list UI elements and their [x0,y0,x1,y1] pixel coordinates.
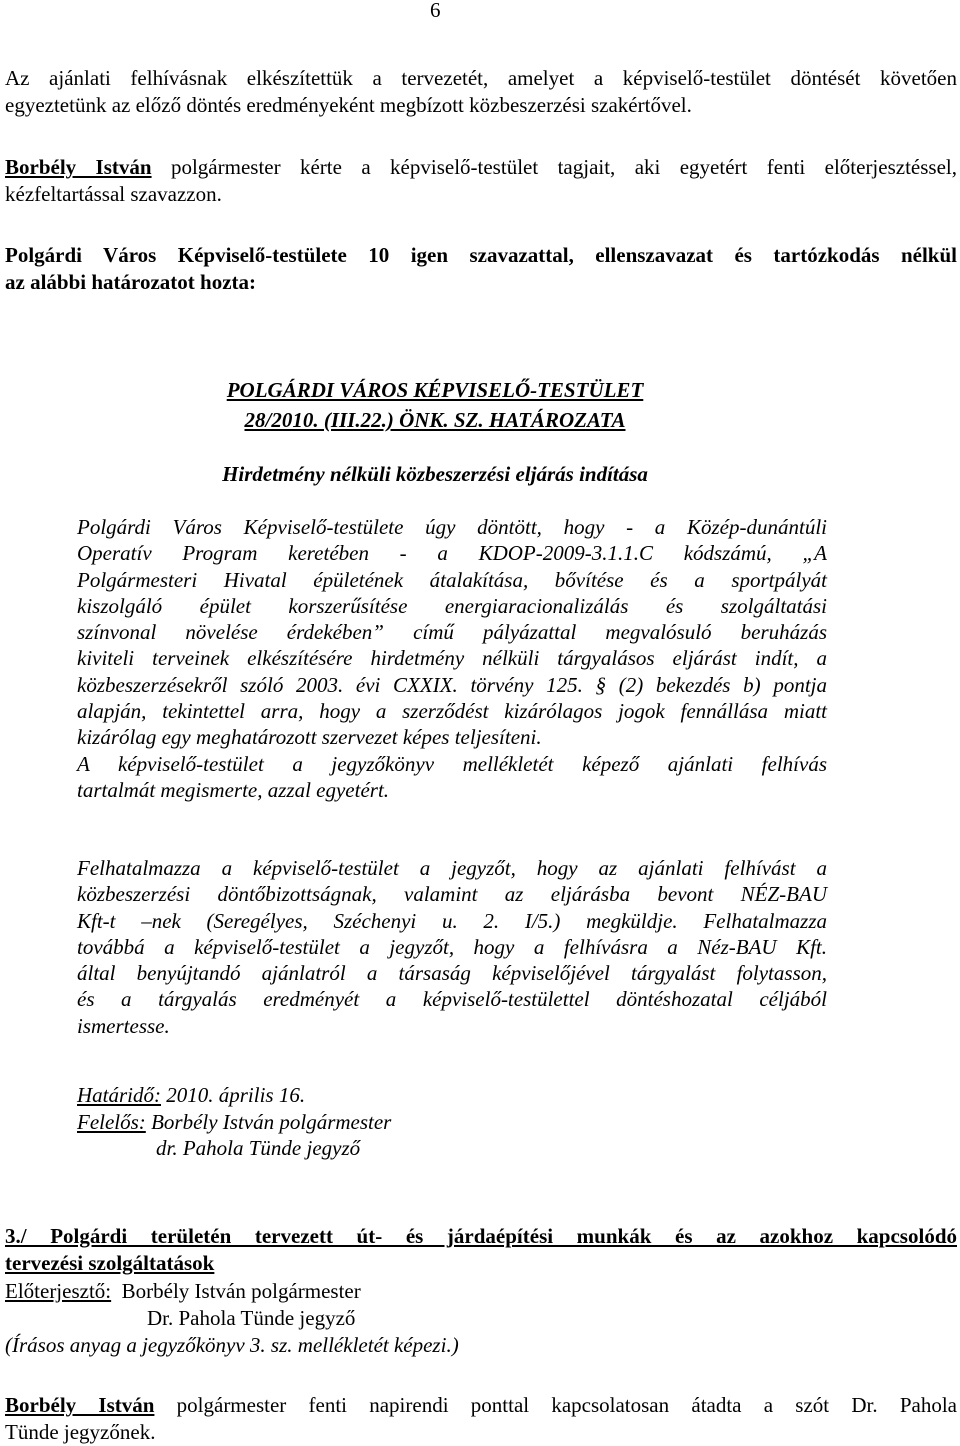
vote-result: Polgárdi Város Képviselő-testülete 10 igen szavazattal, ellenszavazat és tartózkodás nélkül az alábbi határozatot hozta: [5,243,957,294]
agenda-item-title: 3./ Polgárdi területén tervezett út- és járdaépítési munkák és az azokhoz kapcsolódó tervezési szolgáltatások [5,1224,957,1275]
intro-paragraph: Az ajánlati felhívásnak elkészítettük a tervezetét, amelyet a képviselő-testület döntését követően egyeztetünk az előző döntés eredményeként megbízott közbeszerzési szakértővel. [5,66,957,117]
closing-paragraph: Borbély István polgármester fenti napirendi ponttal kapcsolatosan átadta a szót Dr. Pahola Tünde jegyzőnek. [5,1393,957,1444]
speaker-name: Borbély István [5,155,152,179]
resolution-body: Polgárdi Város Képviselő-testülete úgy döntött, hogy - a Közép-dunántúli Operatív Program keretében - a KDOP-2009-3.1.1.C kódszámú, „A Polgármesteri Hivatal épületének átalakítása, bővítése és a sportpályát kiszolgáló épület korszerűsítése energiaracionalizálás és szolgáltatási színvonal növelése érdekében” című pályázattal megvalósuló beruházás kiviteli terveinek elkészítésére hirdetmény nélküli tárgyalásos eljárást indít, a közbeszerzésekről szóló 2003. évi CXXIX. törvény 125. § (2) bekezdés b) pontja alapján, tekintettel arra, hogy a szerződést kizárólagos jogok fennállása miatt kizárólag egy meghatározott szervezet képes teljesíteni. A képviselő-testület a jegyzőkönyv mellékletét képező ajánlati felhívás tartalmát megismerte, azzal egyetért. [77,515,827,802]
authorization-paragraph: Felhatalmazza a képviselő-testület a jegyzőt, hogy az ajánlati felhívást a közbeszerzési döntőbizottságnak, valamint az eljárásba bevont NÉZ-BAU Kft-t –nek (Seregélyes, Széchenyi u. 2. I/5.) megküldje. Felhatalmazza továbbá a képviselő-testület a jegyzőt, hogy a felhívásra a Néz-BAU Kft. által benyújtandó ajánlatról a társaság képviselőjével tárgyalást folytasson, és a tárgyalás eredményét a képviselő-testülettel döntéshozatal céljából ismertesse. [77,856,827,1038]
resolution-subject: Hirdetmény nélküli közbeszerzési eljárás indítása [222,462,648,486]
page-number: 6 [430,0,441,22]
speaker-name-closing: Borbély István [5,1393,155,1417]
vote-request-paragraph: Borbély István polgármester kérte a képviselő-testület tagjait, aki egyetért fenti előterjesztéssel, kézfeltartással szavazzon. [5,155,957,206]
deadline-block: Határidő: 2010. április 16. Felelős: Borbély István polgármester dr. Pahola Tünde jegyző [77,1083,392,1160]
presenter-block: Előterjesztő: Borbély István polgármester Dr. Pahola Tünde jegyző (Írásos anyag a jegyzőkönyv 3. sz. mellékletét képezi.) [5,1279,459,1357]
resolution-heading: POLGÁRDI VÁROS KÉPVISELŐ-TESTÜLET 28/2010. (III.22.) ÖNK. SZ. HATÁROZATA [226,378,644,432]
